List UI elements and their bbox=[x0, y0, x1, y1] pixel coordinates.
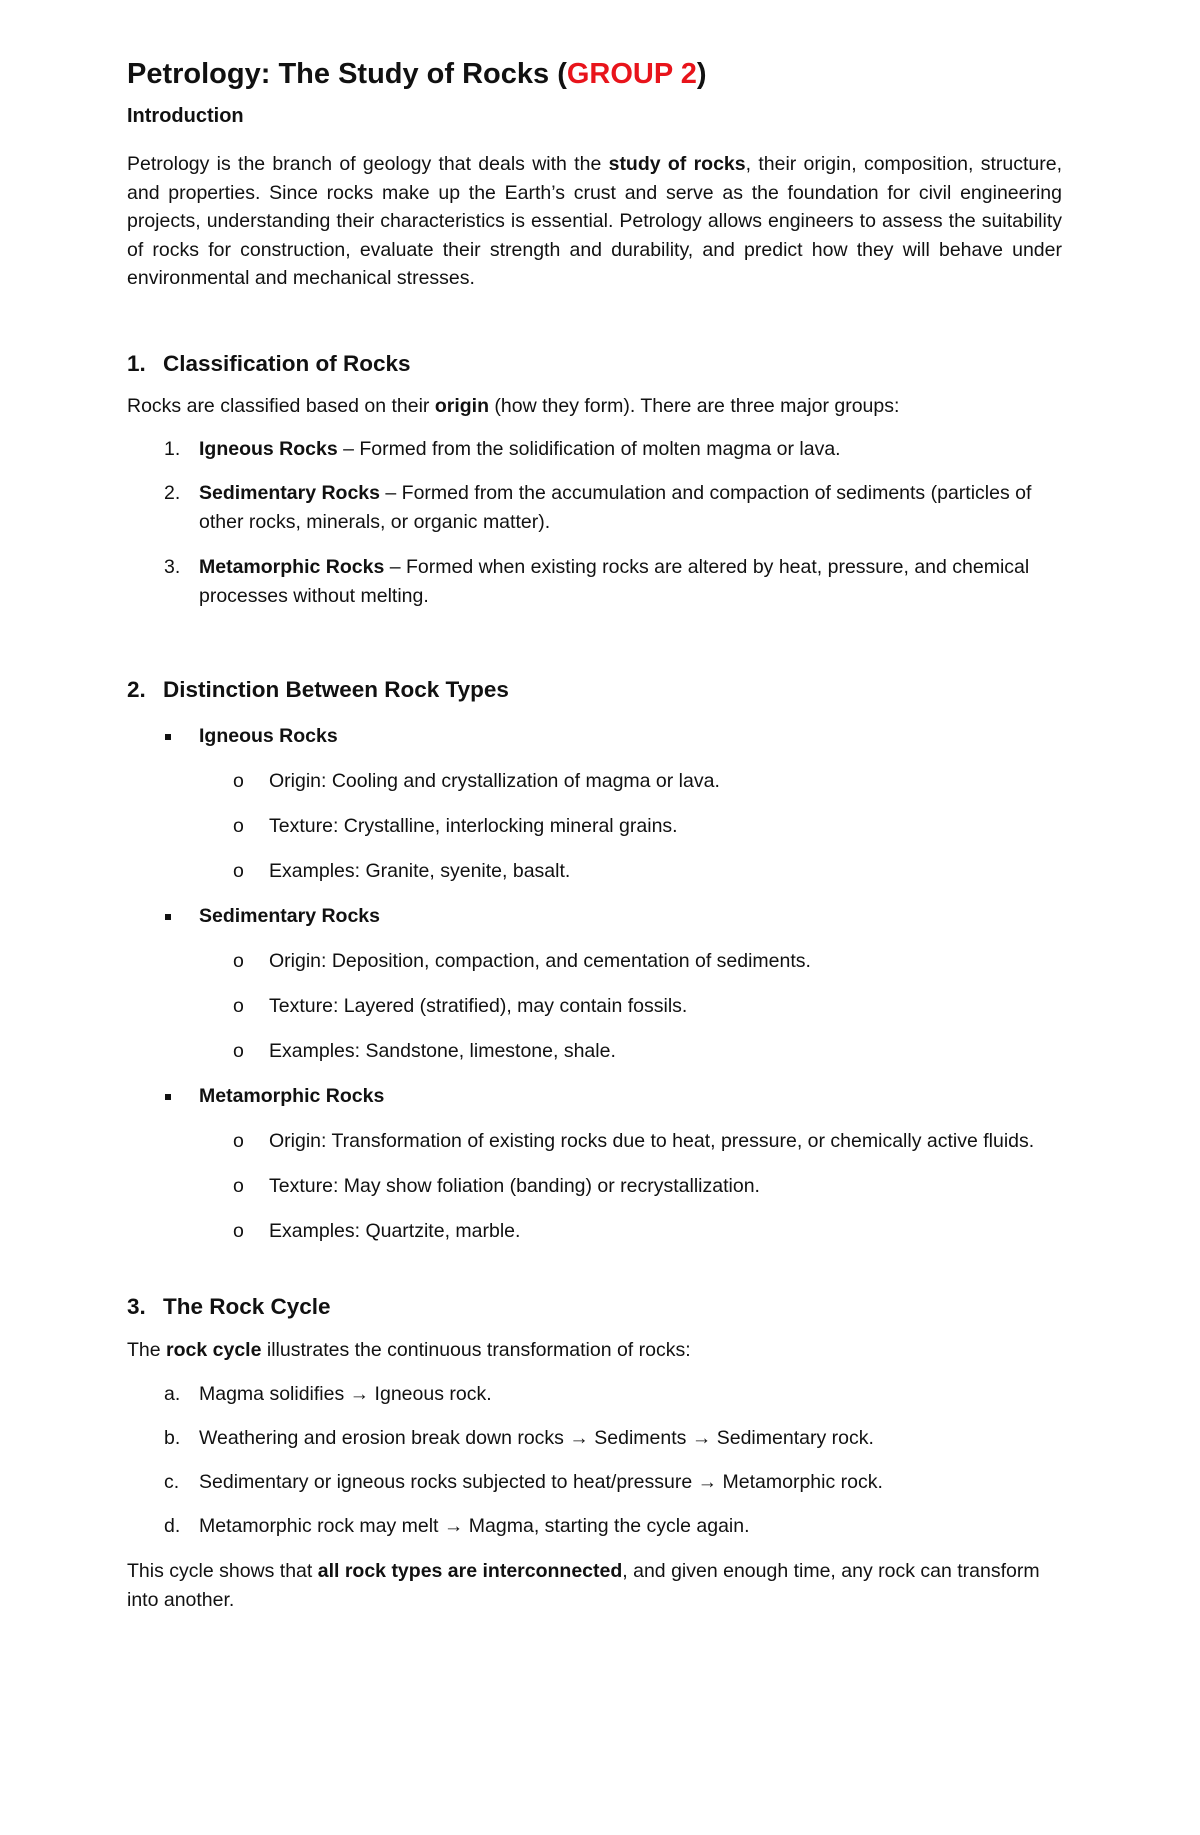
section-2-heading: 2. Distinction Between Rock Types bbox=[127, 677, 509, 702]
section-3-lead: The rock cycle illustrates the continuous transformation of rocks: bbox=[127, 1339, 691, 1361]
section-1-heading: 1. Classification of Rocks bbox=[127, 351, 411, 376]
circle-bullet-icon: o bbox=[233, 1040, 244, 1062]
circle-bullet-icon: o bbox=[233, 1175, 244, 1197]
circle-bullet-icon: o bbox=[233, 1220, 244, 1242]
circle-bullet-icon: o bbox=[233, 770, 244, 792]
closing-paragraph: This cycle shows that all rock types are interconnected, and given enough time, any rock can transform into another. bbox=[127, 1560, 1040, 1611]
section-1-lead: Rocks are classified based on their origin (how they form). There are three major groups: bbox=[127, 395, 900, 417]
circle-bullet-icon: o bbox=[233, 860, 244, 882]
circle-bullet-icon: o bbox=[233, 950, 244, 972]
page-title: Petrology: The Study of Rocks (GROUP 2) bbox=[127, 58, 707, 90]
intro-heading: Introduction bbox=[127, 105, 244, 127]
document-page: Petrology: The Study of Rocks (GROUP 2) Introduction Petrology is the branch of geology that deals with the study of rocks, their origin, composition, structure, and properties. Since rocks make up the Earth’s crust and serve as the foundation for civil engineering projects, understanding their characteristics is essential. Petrology allows engineers to assess the suitability of rocks for construction, evaluate their strength and durability, and predict how they will behave under environmental and mechanical stresses. 1. Classification of Rocks Rocks are classified based on their origin (how they form). There are three major groups: 1. Igneous Rocks – Formed from the solidification of molten magma or lava. 2. Sedimentary Rocks – Formed from the accumulation and compaction of sediments (particles of other rocks, minerals, or organic matter). 3. Metamorphic Rocks – Formed when existing rocks are altered by heat, pressure, and chemical processes without melting. 2. Distinction Between Rock Types Igneous Rocks o Origin: Cooling and crystallization of magma or lava. o Texture: Crystalline, interlocking mineral grains. o Examples: Granite, syenite, basalt. Sedimentary Rocks o Origin: Deposition, compaction, and cementation of sediments. o Texture: Layered (stratified), may contain fossils. o Examples: Sandstone, limestone, shale. Metamorphic Rocks o Origin: Transformation of existing rocks due to heat, pressure, or chemically active fluids. o Texture: May show foliation (banding) or recrystallization. o Examples: Quartzite, marble. 3. The Rock Cycle The rock cycle illustrates the continuous transformation of rocks: a. Magma solidifies → Igneous rock. b. Weathering and erosion break down rocks → Sediments → Sedimentary rock. c. Sedimentary or igneous rocks subjected to heat/pressure → Metamorphic rock. d. Metamorphic rock may melt → Magma, starting the cycle again. This cycle shows that all rock types are interconnected, and given enough time, any rock can transform into another. bbox=[127, 52, 1062, 96]
square-bullet-icon bbox=[165, 1094, 171, 1100]
square-bullet-icon bbox=[165, 914, 171, 920]
section-3-heading: 3. The Rock Cycle bbox=[127, 1294, 331, 1319]
intro-paragraph: Petrology is the branch of geology that deals with the study of rocks, their origin, composition, structure, and properties. Since rocks make up the Earth’s crust and serve as the foundation for civil engineering projects, understanding their characteristics is essential. Petrology allows engineers to assess the suitability of rocks for construction, evaluate their strength and durability, and predict how they will behave under environmental and mechanical stresses. bbox=[127, 153, 1062, 290]
group-label: GROUP 2 bbox=[566, 58, 697, 90]
circle-bullet-icon: o bbox=[233, 1130, 244, 1152]
circle-bullet-icon: o bbox=[233, 995, 244, 1017]
circle-bullet-icon: o bbox=[233, 815, 244, 837]
square-bullet-icon bbox=[165, 734, 171, 740]
